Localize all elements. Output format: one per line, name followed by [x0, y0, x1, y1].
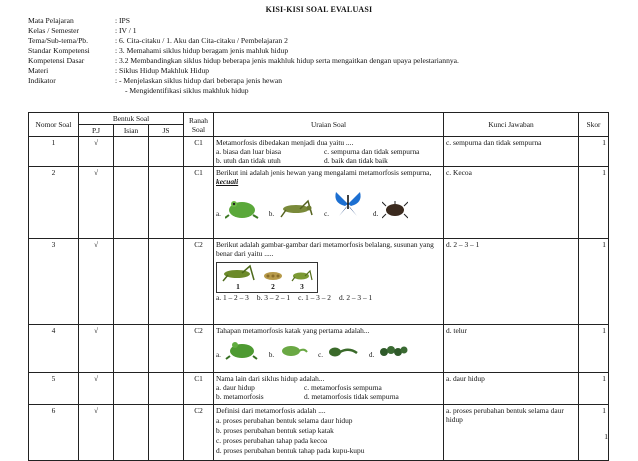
cell-skor: 1 [579, 325, 609, 373]
stage-1 [220, 264, 256, 291]
question-text: Berikut adalah gambar-gambar dari metamorfosis belalang, susunan yang benar dari yaitu ..... [216, 240, 434, 258]
option: c. metamorfosis sempurna [304, 383, 382, 392]
option-label: a. [216, 210, 221, 218]
option: d. baik dan tidak baik [324, 156, 388, 165]
header-isian: Isian [114, 125, 149, 137]
cell-no: 6 [29, 405, 79, 461]
grasshopper-icon [278, 197, 314, 219]
cell-pj: √ [79, 137, 114, 167]
stage-3 [290, 268, 314, 291]
option-label: a. [216, 351, 221, 359]
table-row [29, 373, 609, 405]
header-nomor: Nomor Soal [29, 113, 79, 137]
meta-key: Mata Pelajaran [28, 16, 74, 25]
meta-value: : IV / 1 [115, 26, 137, 35]
cell-skor: 1 [579, 405, 609, 461]
meta-value: : IPS [115, 16, 130, 25]
document-title: KISI-KISI SOAL EVALUASI [265, 5, 373, 14]
stage-number: 3 [300, 282, 304, 291]
option: b. proses perubahan bentuk setiap katak [216, 426, 334, 435]
option-label: c. [324, 210, 329, 218]
meta-value: : 3.2 Membandingkan siklus hidup beberapa jenis makhluk hidup serta mengaitkan dengan upaya pelestariannya. [115, 56, 459, 65]
option: a. biasa dan luar biasa [216, 147, 282, 156]
stage-2 [262, 268, 284, 291]
cell-kunci: d. 2 – 3 – 1 [444, 239, 579, 325]
question-text: Nama lain dari siklus hidup adalah... [216, 374, 325, 383]
cell-uraian [214, 405, 444, 461]
frog-icon [225, 197, 259, 219]
meta-key: Tema/Sub-tema/Pb. [28, 36, 88, 45]
cell-ranah: C2 [184, 405, 214, 461]
meta-row [28, 26, 459, 36]
meta-key: Kelas / Semester [28, 26, 80, 35]
option-label: d. [368, 351, 375, 359]
stage-number: 2 [271, 282, 275, 291]
cell-skor: 1 [579, 137, 609, 167]
option: c. 1 – 3 – 2 [298, 293, 331, 302]
meta-row [28, 46, 459, 56]
cell-no: 5 [29, 373, 79, 405]
question-text [216, 168, 441, 186]
cell-pj: √ [79, 167, 114, 239]
grasshopper-nymph-icon [290, 268, 314, 282]
cell-kunci: c. sempurna dan tidak sempurna [444, 137, 579, 167]
cell-uraian [214, 239, 444, 325]
cell-uraian [214, 167, 444, 239]
meta-row [28, 16, 459, 26]
meta-value: : - Menjelaskan siklus hidup dari beberapa jenis hewan [115, 76, 283, 85]
cell-pj: √ [79, 373, 114, 405]
cell-ranah: C1 [184, 137, 214, 167]
meta-key-spacer [28, 86, 115, 96]
meta-row [28, 36, 459, 46]
header-ranah: Ranah Soal [184, 113, 214, 137]
meta-value: : 6. Cita-citaku / 1. Aku dan Cita-citaku / Pembelajaran 2 [115, 36, 288, 45]
meta-row [28, 66, 459, 76]
answer-options [216, 293, 441, 302]
meta-value: - Mengidentifikasi siklus makhluk hidup [125, 86, 249, 95]
cell-ranah: C2 [184, 239, 214, 325]
frog-eggs-icon [378, 342, 408, 360]
meta-key: Standar Kompetensi [28, 46, 90, 55]
cockroach-icon [382, 201, 408, 219]
grasshopper-adult-icon [220, 264, 256, 282]
tadpole-icon [327, 344, 359, 360]
emphasis-kecuali: kecuali [216, 177, 239, 186]
option: a. 1 – 2 – 3 [216, 293, 249, 302]
cell-js [149, 239, 184, 325]
cell-uraian [214, 325, 444, 373]
meta-block [28, 16, 459, 96]
question-text: Metamorfosis dibedakan menjadi dua yaitu .... [216, 138, 354, 147]
page-number: 1 [604, 432, 608, 441]
cell-js [149, 137, 184, 167]
header-row [29, 113, 609, 125]
cell-ranah: C1 [184, 373, 214, 405]
adult-frog-icon [225, 338, 259, 360]
header-js: JS [149, 125, 184, 137]
meta-row [28, 86, 459, 96]
question-text: Definisi dari metamorfosis adalah .... [216, 406, 326, 415]
table-row [29, 137, 609, 167]
option: d. metamorfosis tidak sempurna [304, 392, 399, 401]
cell-ranah: C2 [184, 325, 214, 373]
stages-box [216, 262, 318, 293]
option: c. sempurna dan tidak sempurna [324, 147, 420, 156]
header-skor: Skor [579, 113, 609, 137]
option: a. daur hidup [216, 383, 255, 392]
cell-pj: √ [79, 325, 114, 373]
header-bentuk: Bentuk Soal [79, 113, 184, 125]
cell-ranah: C1 [184, 167, 214, 239]
cell-isian [114, 405, 149, 461]
cell-kunci: c. Kecoa [444, 167, 579, 239]
froglet-icon [278, 340, 308, 360]
meta-key: Materi [28, 66, 49, 75]
question-text-main: Berikut ini adalah jenis hewan yang mengalami metamorfosis sempurna, [216, 168, 432, 177]
cell-kunci: d. telur [444, 325, 579, 373]
cell-pj: √ [79, 239, 114, 325]
meta-row [28, 76, 459, 86]
option: c. proses perubahan tahap pada kecoa [216, 436, 328, 445]
grasshopper-eggs-icon [262, 268, 284, 282]
cell-skor: 1 [579, 239, 609, 325]
cell-isian [114, 325, 149, 373]
cell-kunci: a. proses perubahan bentuk selama daur hidup [444, 405, 579, 461]
cell-isian [114, 239, 149, 325]
option-label: d. [372, 210, 379, 218]
meta-value: : 3. Memahami siklus hidup beragam jenis mahluk hidup [115, 46, 289, 55]
cell-uraian [214, 373, 444, 405]
header-uraian: Uraian Soal [214, 113, 444, 137]
butterfly-icon [333, 189, 363, 219]
cell-skor: 1 [579, 373, 609, 405]
table-row [29, 405, 609, 461]
cell-js [149, 325, 184, 373]
option: a. proses perubahan bentuk selama daur hidup [216, 416, 353, 425]
cell-uraian [214, 137, 444, 167]
option: d. 2 – 3 – 1 [338, 293, 373, 302]
option-images [216, 189, 441, 219]
cell-no: 2 [29, 167, 79, 239]
option-label: c. [318, 351, 323, 359]
cell-pj: √ [79, 405, 114, 461]
cell-js [149, 405, 184, 461]
question-text: Tahapan metamorfosis katak yang pertama adalah... [216, 326, 370, 335]
option-label: b. [268, 210, 275, 218]
header-kunci: Kunci Jawaban [444, 113, 579, 137]
table-row [29, 325, 609, 373]
cell-no: 4 [29, 325, 79, 373]
cell-skor: 1 [579, 167, 609, 239]
cell-isian [114, 373, 149, 405]
option-label: b. [268, 351, 275, 359]
cell-js [149, 373, 184, 405]
option: d. proses perubahan bentuk tahap pada kupu-kupu [216, 446, 365, 455]
stage-number: 1 [236, 282, 240, 291]
option: b. 3 – 2 – 1 [256, 293, 291, 302]
option: b. utuh dan tidak utuh [216, 156, 281, 165]
table-row [29, 167, 609, 239]
option: b. metamorfosis [216, 392, 264, 401]
option-images [216, 338, 441, 360]
question-grid-table [28, 112, 609, 461]
cell-isian [114, 137, 149, 167]
meta-key: Kompetensi Dasar [28, 56, 85, 65]
meta-row [28, 56, 459, 66]
cell-js [149, 167, 184, 239]
grasshopper-stages [216, 262, 441, 293]
cell-isian [114, 167, 149, 239]
meta-key: Indikator [28, 76, 56, 85]
cell-no: 3 [29, 239, 79, 325]
cell-no: 1 [29, 137, 79, 167]
table-row [29, 239, 609, 325]
cell-kunci: a. daur hidup [444, 373, 579, 405]
meta-value: : Siklus Hidup Makhluk Hidup [115, 66, 210, 75]
header-pj: P.J [79, 125, 114, 137]
